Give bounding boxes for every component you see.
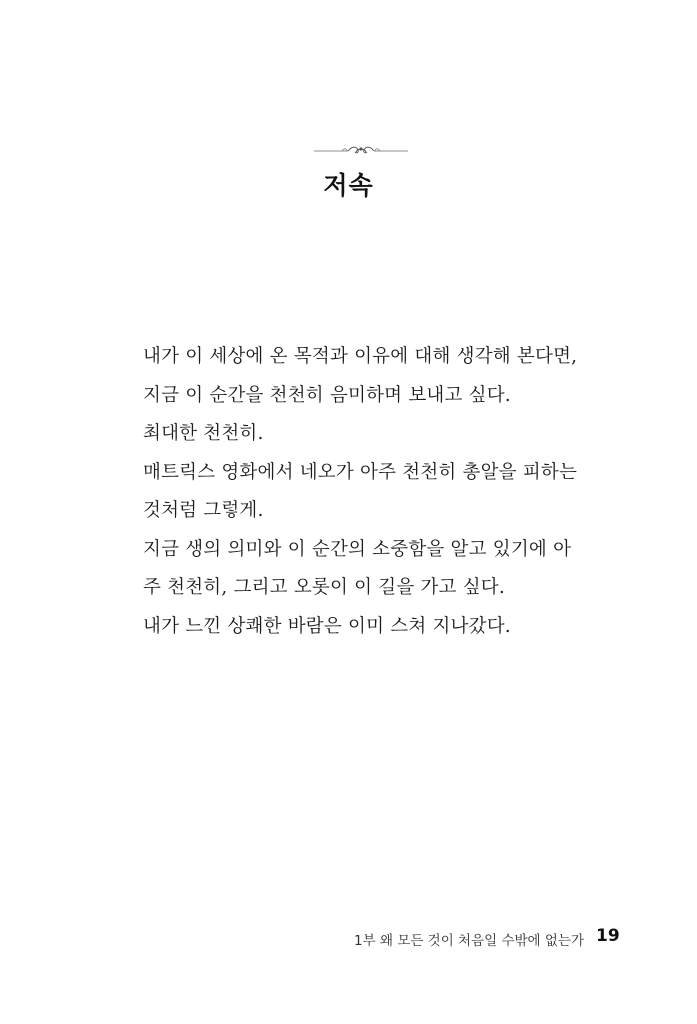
body-line: 것처럼 그렇게. (143, 500, 264, 521)
running-footer: 1부 왜 모든 것이 처음일 수밖에 없는가 (354, 933, 584, 949)
body-line: 내가 느낀 상쾌한 바람은 이미 스쳐 지나갔다. (143, 615, 511, 637)
title-ornament (312, 143, 410, 157)
body-line: 지금 생의 의미와 이 순간의 소중함을 알고 있기에 아 (143, 538, 572, 560)
chapter-title: 저속 (323, 171, 374, 200)
body-line: 지금 이 순간을 천천히 음미하며 보내고 싶다. (143, 384, 511, 406)
body-line: 최대한 천천히. (143, 423, 264, 444)
body-line: 주 천천히, 그리고 오롯이 이 길을 가고 싶다. (143, 577, 505, 598)
page-number: 19 (596, 926, 620, 946)
body-line: 매트릭스 영화에서 네오가 아주 천천히 총알을 피하는 (143, 461, 578, 483)
body-text (143, 338, 593, 646)
body-line: 내가 이 세상에 온 목적과 이유에 대해 생각해 본다면, (143, 346, 578, 367)
